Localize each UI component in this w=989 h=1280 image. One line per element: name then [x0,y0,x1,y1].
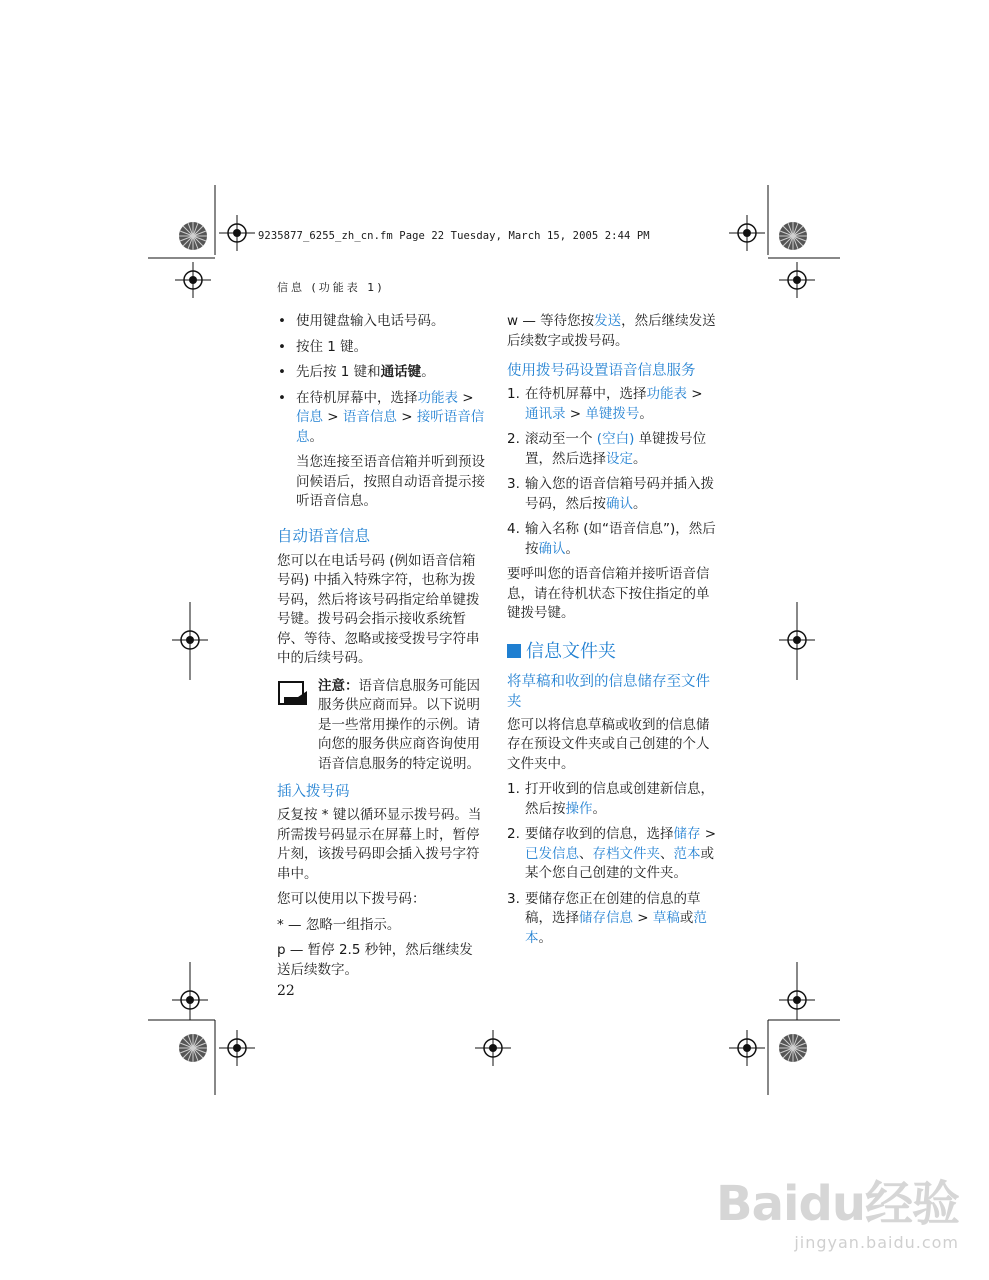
paragraph: 要呼叫您的语音信箱并接听语音信息，请在待机状态下按住指定的单键拨号键。 [507,566,710,621]
page-number: 22 [277,983,295,999]
left-column [277,312,485,986]
list-item: • 按住 1 键。 [277,338,485,358]
paragraph: 您可以将信息草稿或收到的信息储存在预设文件夹或自己创建的个人文件夹中。 [507,716,710,772]
note-hand-icon [278,681,310,714]
list-item: • 在待机屏幕中，选择功能表 > 信息 > 语音信息 > 接听语音信息。 [277,389,485,448]
list-item: 3. 输入您的语音信箱号码并插入拨号码，然后按确认。 [507,476,714,512]
list-item: 4. 输入名称 (如“语音信息”)，然后按确认。 [507,521,716,557]
section-heading-auto-voice: 自动语音信息 [277,526,371,545]
paragraph: 您可以在电话号码 (例如语音信箱号码) 中插入特殊字符，也称为拨号码，然后将该号码指定给单键拨号键。拨号码会指示接收系统暂停、等待、忽略或接受拨号字符串中的后续号码。 [277,552,480,666]
watermark [716,1176,959,1252]
paragraph: 反复按 * 键以循环显示拨号码。当所需拨号码显示在屏幕上时，暂停片刻，该拨号码即会插入拨号字符串中。 [277,807,482,882]
file-info: 9235877_6255_zh_cn.fm Page 22 Tuesday, March 15, 2005 2:44 PM [258,230,650,242]
list-item: • 使用键盘输入电话号码。 [277,312,485,332]
square-bullet-icon [507,644,521,658]
list-item: • 先后按 1 键和通话键。 [277,363,485,383]
section-heading-save: 将草稿和收到的信息储存至文件夹 [507,673,710,710]
list-item: 1. 打开收到的信息或创建新信息，然后按操作。 [507,781,714,817]
list-item: 2. 滚动至一个 (空白) 单键拨号位置，然后选择设定。 [507,431,707,467]
dial-code-w: w — 等待您按发送，然后继续发送后续数字或拨号码。 [507,313,716,349]
section-heading-insert: 插入拨号码 [277,784,350,800]
watermark-brand: Baidu经验 [716,1176,959,1232]
note-text: 语音信息服务可能因服务供应商而异。以下说明是一些常用操作的示例。请向您的服务供应商咨询使用语音信息服务的特定说明。 [318,677,480,772]
section-heading-folders: 信息文件夹 [507,640,717,664]
list-item: 3. 要储存您正在创建的信息的草稿，选择储存信息 > 草稿或范本。 [507,890,707,946]
list-item: 2. 要储存收到的信息，选择储存 > 已发信息、存档文件夹、范本或某个您自己创建的文件夹。 [507,826,717,881]
note-box [277,677,485,775]
running-head: 信息 (功能表 1) [277,281,385,294]
right-column [507,312,717,954]
dial-code-p: p — 暂停 2.5 秒钟，然后继续发送后续数字。 [277,942,473,978]
note-label: 注意： [318,677,359,694]
section-heading-speed-dial: 使用拨号码设置语音信息服务 [507,363,696,379]
bullet-description: 当您连接至语音信箱并听到预设问候语后，按照自动语音提示接听语音信息。 [296,454,485,509]
watermark-url: jingyan.baidu.com [794,1233,959,1252]
list-item: 1. 在待机屏幕中，选择功能表 > 通讯录 > 单键拨号。 [507,386,703,422]
dial-code-star: * — 忽略一组指示。 [277,916,401,933]
paragraph: 您可以使用以下拨号码： [277,891,426,907]
registration-mark-icon [172,215,815,1066]
